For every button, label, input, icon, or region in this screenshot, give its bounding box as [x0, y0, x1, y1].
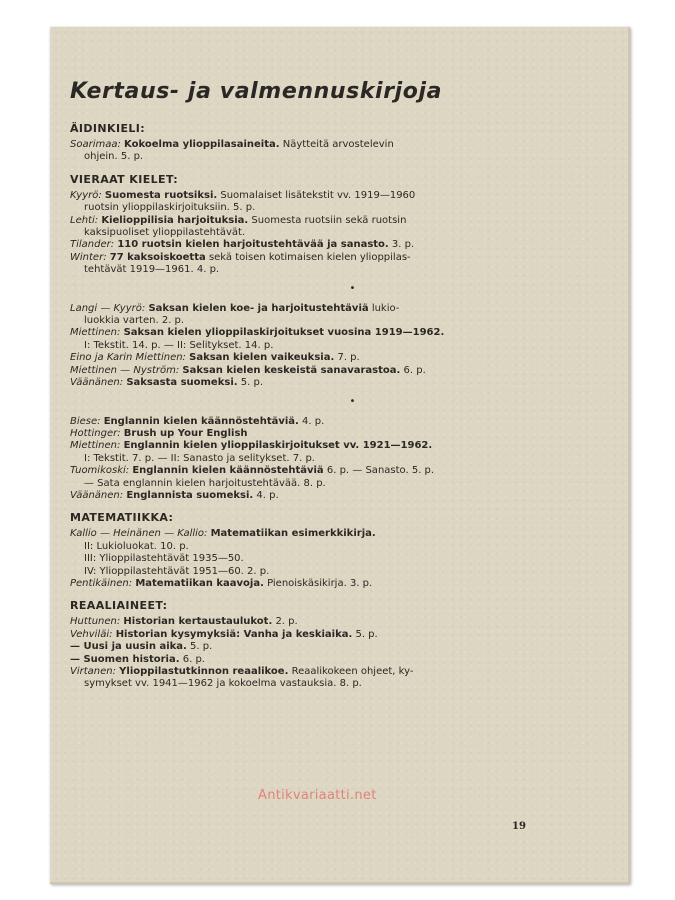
book-details: 4. p.: [256, 489, 279, 501]
author: Huttunen:: [70, 616, 121, 628]
author: Hottinger:: [70, 427, 121, 439]
author: Eino ja Karin Miettinen:: [70, 352, 186, 364]
book-title: Historian kertaustaulukot.: [123, 616, 273, 628]
list-item: [70, 239, 545, 251]
book-title: Saksan kielen ylioppilaskirjoitukset vuosina 1919—1962.: [123, 327, 445, 339]
list-item: [70, 440, 545, 465]
book-details-cont: symykset vv. 1941—1962 ja kokoelma vastauksia. 8. p.: [84, 678, 362, 690]
book-details: Suomalaiset lisätekstit vv. 1919—1960: [220, 189, 416, 201]
book-details: 3. p.: [391, 239, 415, 251]
list-item: [70, 190, 545, 215]
book-title: Englannin kielen ylioppilaskirjoitukset vv. 1921—1962.: [123, 440, 433, 452]
author: Väänänen:: [70, 489, 124, 501]
book-title: Kokoelma ylioppilasaineita.: [124, 139, 280, 150]
book-details: 5. p.: [190, 641, 213, 653]
list-item: [70, 641, 545, 653]
list-item: [70, 528, 545, 540]
author: Miettinen:: [70, 440, 121, 452]
book-title: Saksan kielen koe- ja harjoitustehtäviä: [148, 302, 369, 314]
author: Kyyrö:: [70, 189, 102, 201]
book-title: Kielioppilisia harjoituksia.: [101, 214, 249, 226]
book-details-cont: I: Tekstit. 14. p. — II: Selitykset. 14. p.: [84, 339, 274, 351]
author: Tuomikoski:: [70, 465, 130, 477]
book-details-cont: luokkia varten. 2. p.: [84, 315, 185, 327]
author: Väänänen:: [70, 377, 124, 389]
section-reaaliaineet: [70, 599, 545, 690]
book-details: Reaalikokeen ohjeet, ky-: [291, 666, 414, 677]
book-title: Saksasta suomeksi.: [126, 377, 238, 389]
book-details: 2. p.: [275, 616, 298, 628]
section-matematiikka: [70, 511, 545, 590]
book-details: 6. p.: [182, 653, 205, 665]
list-item: [70, 490, 545, 502]
list-item: [70, 139, 545, 164]
bullet-divider: •: [349, 395, 356, 407]
book-title: Englannin kielen käännöstehtäviä.: [103, 415, 299, 427]
list-item: [70, 629, 545, 641]
list-item: [70, 465, 545, 490]
book-details-cont: ruotsin ylioppilaskirjoituksiin. 5. p.: [84, 202, 256, 214]
list-item: [70, 327, 545, 352]
list-item: [70, 252, 545, 277]
page-number: 19: [512, 821, 526, 832]
volume-item: II: Lukioluokat. 10. p.: [84, 540, 189, 552]
author: Winter:: [70, 251, 107, 263]
book-title: Suomesta ruotsiksi.: [104, 189, 218, 201]
book-details: Näytteitä arvostelevin: [282, 139, 394, 150]
section-vieraat-kielet: [70, 173, 545, 503]
list-item: [70, 352, 545, 364]
book-details: sekä toisen kotimaisen kielen ylioppilas-: [208, 251, 411, 263]
book-details: lukio-: [371, 302, 400, 314]
author: Virtanen:: [70, 666, 116, 677]
book-details: Pienoiskäsikirja. 3. p.: [267, 577, 373, 589]
author: Miettinen:: [70, 327, 121, 339]
list-item: [70, 215, 545, 240]
section-aidinkieli: [70, 122, 545, 164]
author: Biese:: [70, 415, 101, 427]
book-title: Englannista suomeksi.: [126, 489, 254, 501]
book-title: Englannin kielen käännöstehtäviä: [132, 465, 324, 477]
book-title: — Suomen historia.: [70, 653, 180, 665]
book-title: Saksan kielen keskeistä sanavarastoa.: [182, 364, 401, 376]
list-item: [70, 303, 545, 328]
list-item: [70, 616, 545, 628]
book-details: 5. p.: [240, 377, 263, 389]
author: Vehviläi:: [70, 628, 113, 640]
author: Pentikäinen:: [70, 577, 133, 589]
section-heading: VIERAAT KIELET:: [70, 172, 179, 186]
section-heading: MATEMATIIKKA:: [70, 511, 174, 525]
volume-item: IV: Ylioppilastehtävät 1951—60. 2. p.: [84, 565, 270, 577]
book-details: Suomesta ruotsiin sekä ruotsin: [251, 214, 407, 226]
book-title: Ylioppilastutkinnon reaalikoe.: [119, 666, 289, 677]
book-title: 110 ruotsin kielen harjoitustehtävää ja sanasto.: [117, 239, 389, 251]
book-details-cont: kaksipuoliset ylioppilastehtävät.: [84, 227, 246, 239]
book-details: 7. p.: [337, 352, 360, 364]
watermark: Antikvariaatti.net: [258, 788, 377, 803]
book-details-cont: I: Tekstit. 7. p. — II: Sanasto ja selitykset. 7. p.: [84, 452, 315, 464]
book-list: [70, 122, 545, 700]
author: Soarimaa:: [70, 139, 121, 150]
author: Lehti:: [70, 214, 99, 226]
list-item: [70, 365, 545, 377]
list-item: [70, 416, 545, 428]
list-item: [70, 654, 545, 666]
book-title: Matematiikan esimerkkikirja.: [210, 528, 376, 540]
book-title: — Uusi ja uusin aika.: [70, 641, 187, 653]
section-heading: REAALIAINEET:: [70, 599, 168, 613]
book-details: 6. p. — Sanasto. 5. p.: [326, 465, 435, 477]
page-title: Kertaus- ja valmennuskirjoja: [70, 79, 443, 104]
author: Langi — Kyyrö:: [70, 302, 146, 314]
book-details-cont: — Sata englannin kielen harjoitustehtävää. 8. p.: [84, 477, 326, 489]
list-item: [70, 428, 545, 440]
section-heading: ÄIDINKIELI:: [70, 122, 146, 135]
list-item: [70, 666, 545, 691]
book-title: 77 kaksoiskoetta: [109, 251, 206, 263]
volume-item: III: Ylioppilastehtävät 1935—50.: [84, 553, 244, 565]
author: Miettinen — Nyström:: [70, 364, 180, 376]
book-title: Brush up Your English: [123, 427, 248, 439]
book-title: Saksan kielen vaikeuksia.: [189, 352, 335, 364]
bullet-divider: •: [349, 282, 356, 294]
author: Tilander:: [70, 239, 115, 251]
book-details: 5. p.: [355, 628, 378, 640]
book-title: Historian kysymyksiä: Vanha ja keskiaika.: [115, 628, 353, 640]
list-item: [70, 377, 545, 389]
list-item: [70, 578, 545, 590]
book-details: 4. p.: [302, 415, 325, 427]
book-details: 6. p.: [403, 364, 426, 376]
book-title: Matematiikan kaavoja.: [135, 577, 264, 589]
book-details-cont: tehtävät 1919—1961. 4. p.: [84, 264, 220, 276]
author: Kallio — Heinänen — Kallio:: [70, 528, 208, 540]
book-details-cont: ohjein. 5. p.: [84, 151, 144, 163]
